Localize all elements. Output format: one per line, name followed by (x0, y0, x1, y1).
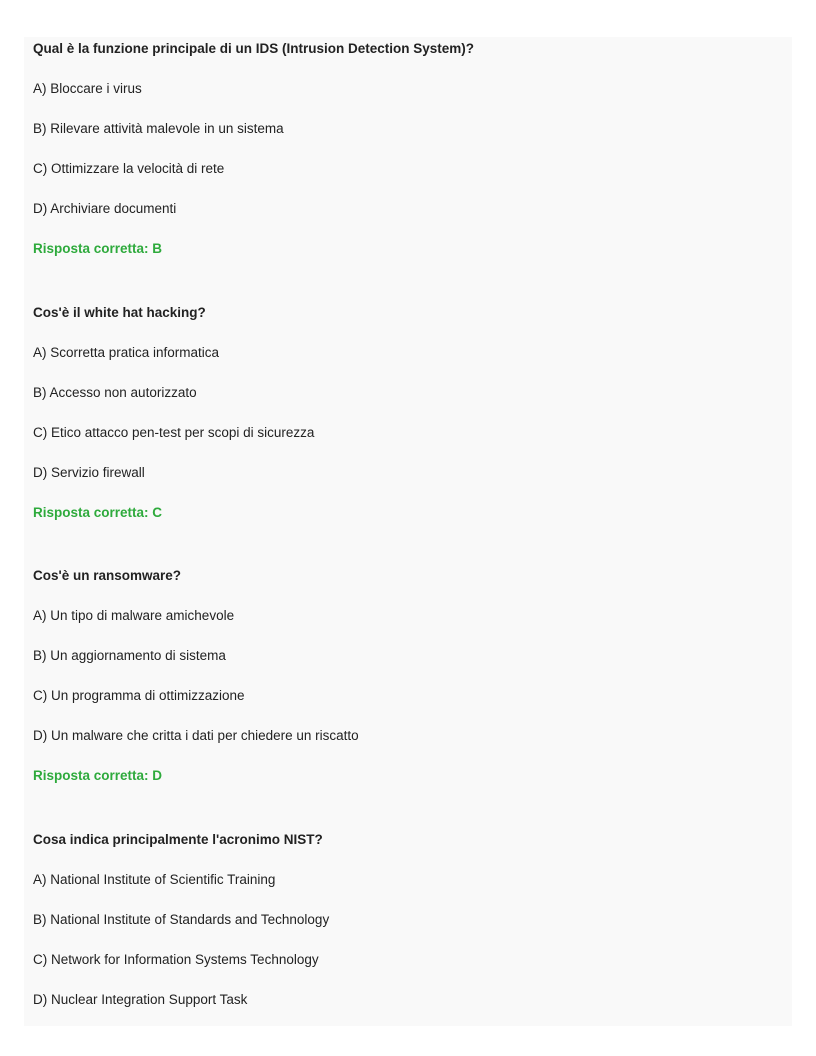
question-block-2 (33, 305, 783, 521)
question-title: Cos'è un ransomware? (33, 568, 181, 583)
question-title: Cosa indica principalmente l'acronimo NIST? (33, 832, 323, 847)
question-block-3 (33, 568, 783, 784)
correct-answer: Risposta corretta: B (33, 241, 163, 256)
option-a: A) National Institute of Scientific Training (33, 872, 276, 887)
correct-answer: Risposta corretta: D (33, 768, 163, 783)
option-d: D) Nuclear Integration Support Task (33, 992, 248, 1007)
question-title: Cos'è il white hat hacking? (33, 305, 206, 320)
correct-answer: Risposta corretta: C (33, 505, 163, 520)
option-a: A) Bloccare i virus (33, 81, 142, 96)
question-title: Qual è la funzione principale di un IDS (Intrusion Detection System)? (33, 41, 475, 56)
option-b: B) Accesso non autorizzato (33, 385, 197, 400)
option-a: A) Un tipo di malware amichevole (33, 608, 235, 623)
option-a: A) Scorretta pratica informatica (33, 345, 220, 360)
option-c: C) Ottimizzare la velocità di rete (33, 161, 225, 176)
option-b: B) Un aggiornamento di sistema (33, 648, 226, 663)
option-d: D) Servizio firewall (33, 465, 145, 480)
option-b: B) Rilevare attività malevole in un sistema (33, 121, 284, 136)
option-c: C) Etico attacco pen-test per scopi di sicurezza (33, 425, 315, 440)
option-b: B) National Institute of Standards and Technology (33, 912, 330, 927)
option-d: D) Archiviare documenti (33, 201, 177, 216)
quiz-panel (24, 37, 792, 1026)
option-c: C) Un programma di ottimizzazione (33, 688, 245, 703)
option-c: C) Network for Information Systems Technology (33, 952, 319, 967)
option-d: D) Un malware che critta i dati per chiedere un riscatto (33, 728, 359, 743)
question-block-1 (33, 41, 783, 257)
question-block-4 (33, 832, 783, 1008)
